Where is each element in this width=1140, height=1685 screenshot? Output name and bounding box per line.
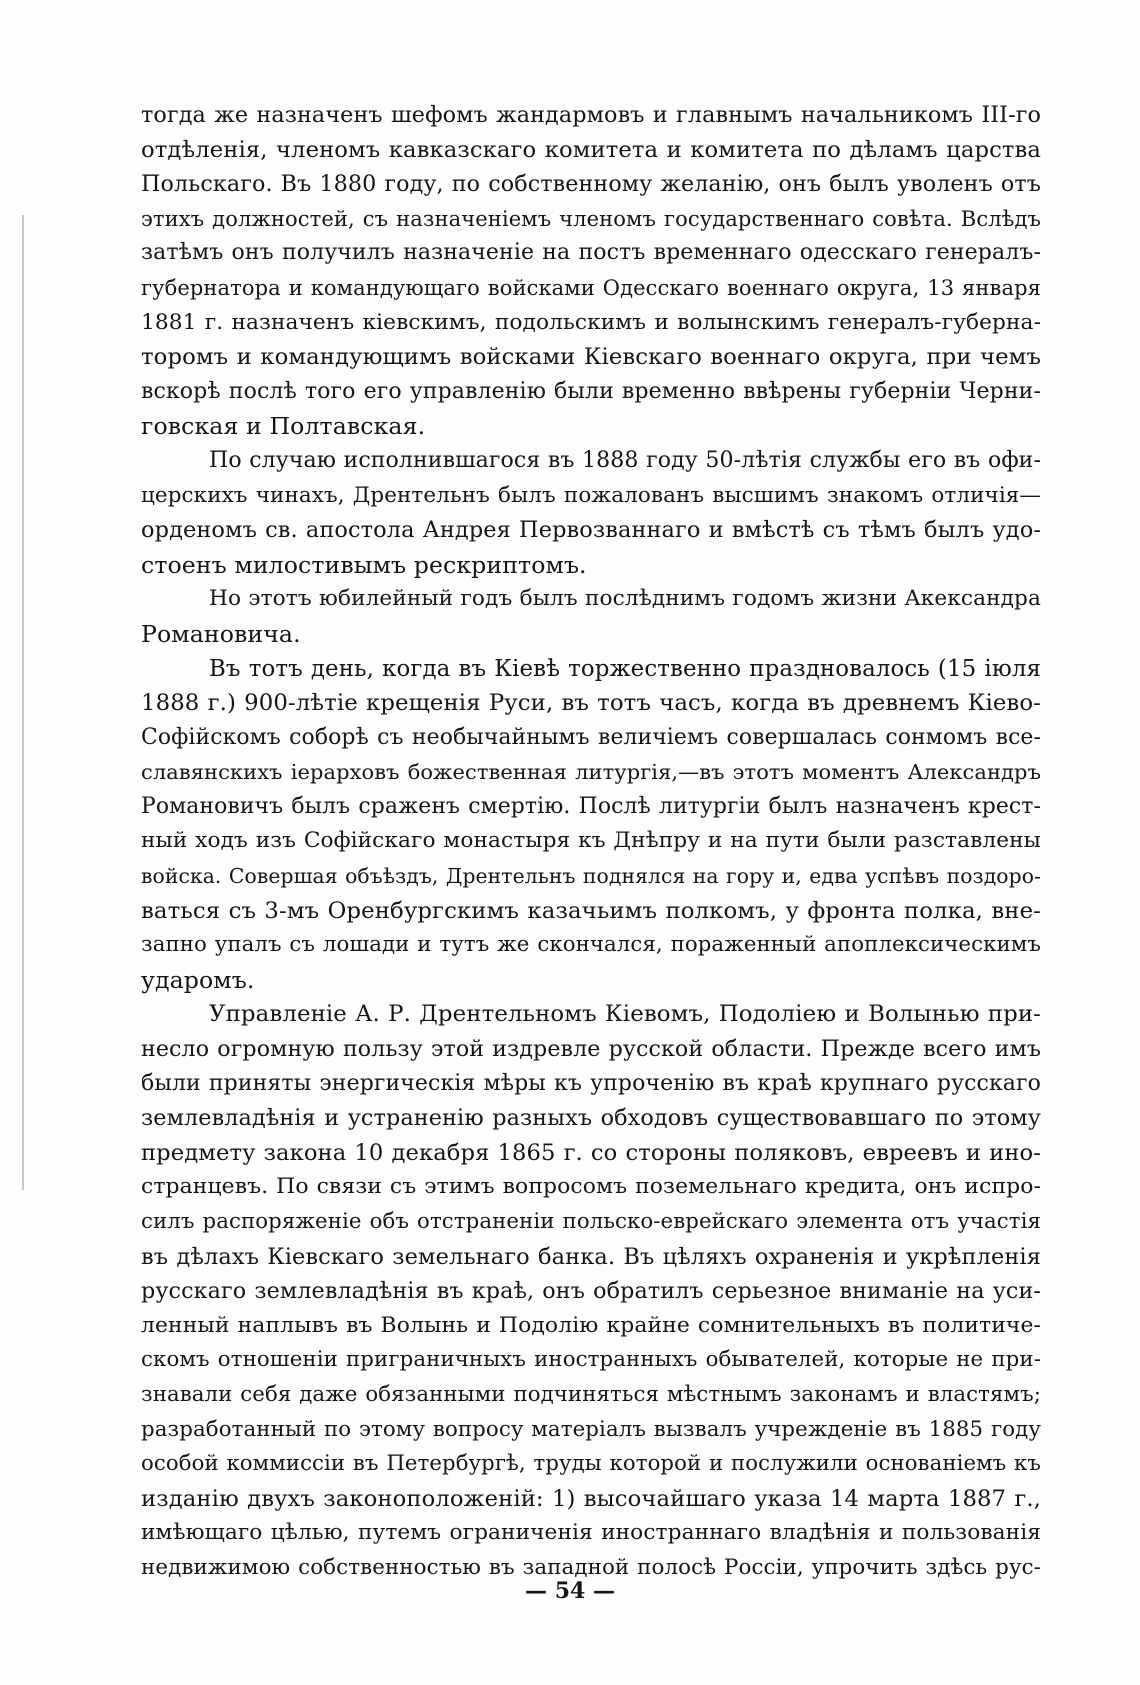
text-line: предмету закона 10 декабря 1865 г. со стороны поляковъ, евреевъ и ино- [141, 1139, 1041, 1166]
text-line: затѣмъ онъ получилъ назначеніе на постъ временнаго одесскаго генералъ- [141, 240, 1041, 266]
scan-edge-line [22, 215, 24, 1190]
text-line: тогда же назначенъ шефомъ жандармовъ и главнымъ начальникомъ III-го [141, 102, 1041, 128]
text-line: изданію двухъ законоположеній: 1) высочайшаго указа 14 марта 1887 г., [141, 1485, 1041, 1512]
text-line: Польскаго. Въ 1880 году, по собственному желанію, онъ былъ уволенъ отъ [141, 171, 1041, 198]
text-line: войска. Совершая объѣздъ, Дрентельнъ поднялся на гору и, едва успѣвъ поздоро- [141, 864, 1041, 889]
text-line: запно упалъ съ лошади и тутъ же скончался, пораженный апоплексическимъ [141, 932, 1041, 958]
text-line: этихъ должностей, съ назначеніемъ членомъ государственнаго совѣта. Вслѣдъ [141, 205, 1041, 231]
text-line: 1888 г.) 900-лѣтіе крещенія Руси, въ тотъ часъ, когда въ древнемъ Кіево- [141, 690, 1041, 717]
text-line: имѣющаго цѣлью, путемъ ограниченія иностраннаго владѣнія и пользованія [141, 1520, 1041, 1546]
text-line: ударомъ. [141, 965, 255, 994]
text-line: скомъ отношеніи приграничныхъ иностранныхъ обывателей, которые не при- [141, 1347, 1041, 1373]
text-line: Но этотъ юбилейный годъ былъ послѣднимъ годомъ жизни Акександра [209, 586, 1041, 612]
text-line: 1881 г. назначенъ кіевскимъ, подольскимъ и волынскимъ генералъ-губерна- [141, 309, 1041, 335]
text-line: стоенъ милостивымъ рескриптомъ. [141, 550, 587, 579]
text-line: Романовичъ былъ сраженъ смертію. Послѣ литургіи былъ назначенъ крест- [141, 793, 1041, 819]
text-line: Въ тотъ день, когда въ Кіевѣ торжественно праздновалось (15 іюля [209, 655, 1041, 682]
text-line: особой коммиссіи въ Петербургѣ, труды которой и послужили основаніемъ къ [141, 1451, 1041, 1477]
text-line: разработанный по этому вопросу матеріалъ вызвалъ учрежденіе въ 1885 году [141, 1416, 1041, 1442]
text-line: орденомъ св. апостола Андрея Первозваннаго и вмѣстѣ съ тѣмъ былъ удо- [141, 517, 1041, 544]
body-text [141, 98, 1041, 1586]
text-line: Управленіе А. Р. Дрентельномъ Кіевомъ, Подоліею и Волынью при- [209, 1001, 1041, 1028]
text-line: силъ распоряженіе объ отстраненіи польско-еврейскаго элемента отъ участія [141, 1209, 1041, 1234]
text-line: землевладѣнія и устраненію разныхъ обходовъ существовавшаго по этому [141, 1105, 1041, 1132]
text-line: въ дѣлахъ Кіевскаго земельнаго банка. Въ цѣляхъ охраненія и укрѣпленія [141, 1243, 1041, 1270]
text-line: ваться съ 3-мъ Оренбургскимъ казачьимъ полкомъ, у фронта полка, вне- [141, 897, 1041, 924]
text-line: вскорѣ послѣ того его управленію были временно ввѣрены губерніи Черни- [141, 378, 1041, 404]
text-line: Софійскомъ соборѣ съ необычайнымъ величіемъ совершалась сонмомъ все- [141, 724, 1041, 750]
text-line: были приняты энергическія мѣры къ упроченію въ краѣ крупнаго русскаго [141, 1070, 1041, 1096]
text-line: торомъ и командующимъ войсками Кіевскаго военнаго округа, при чемъ [141, 344, 1041, 371]
text-line: говская и Полтавская. [141, 412, 426, 441]
text-line: По случаю исполнившагося въ 1888 году 50-лѣтія службы его въ офи- [209, 447, 1041, 473]
text-line: славянскихъ іерарховъ божественная литургія,—въ этотъ моментъ Александръ [141, 760, 1041, 785]
text-line: ный ходъ изъ Софійскаго монастыря къ Днѣпру и на пути были разставлены [141, 828, 1041, 854]
text-line: губернатора и командующаго войсками Одесскаго военнаго округа, 13 января [141, 274, 1041, 300]
page-number: — 54 — [525, 1578, 615, 1604]
text-line: церскихъ чинахъ, Дрентельнъ былъ пожалованъ высшимъ знакомъ отличія— [141, 482, 1041, 508]
text-line: знавали себя даже обязанными подчиняться мѣстнымъ законамъ и властямъ; [141, 1381, 1041, 1407]
text-line: несло огромную пользу этой издревле русской области. Прежде всего имъ [141, 1036, 1041, 1063]
text-line: русскаго землевладѣнія въ краѣ, онъ обратилъ серьезное вниманіе на уси- [141, 1278, 1041, 1305]
text-line: странцевъ. По связи съ этимъ вопросомъ поземельнаго кредита, онъ испро- [141, 1174, 1041, 1200]
text-line: недвижимою собственностью въ западной полосѣ Россіи, упрочить здѣсь рус- [141, 1554, 1041, 1580]
text-line: Романовича. [141, 619, 301, 648]
text-line: отдѣленія, членомъ кавказскаго комитета и комитета по дѣламъ царства [141, 136, 1041, 163]
text-line: ленный наплывъ въ Волынь и Подолію крайне сомнительныхъ въ политиче- [141, 1312, 1041, 1338]
